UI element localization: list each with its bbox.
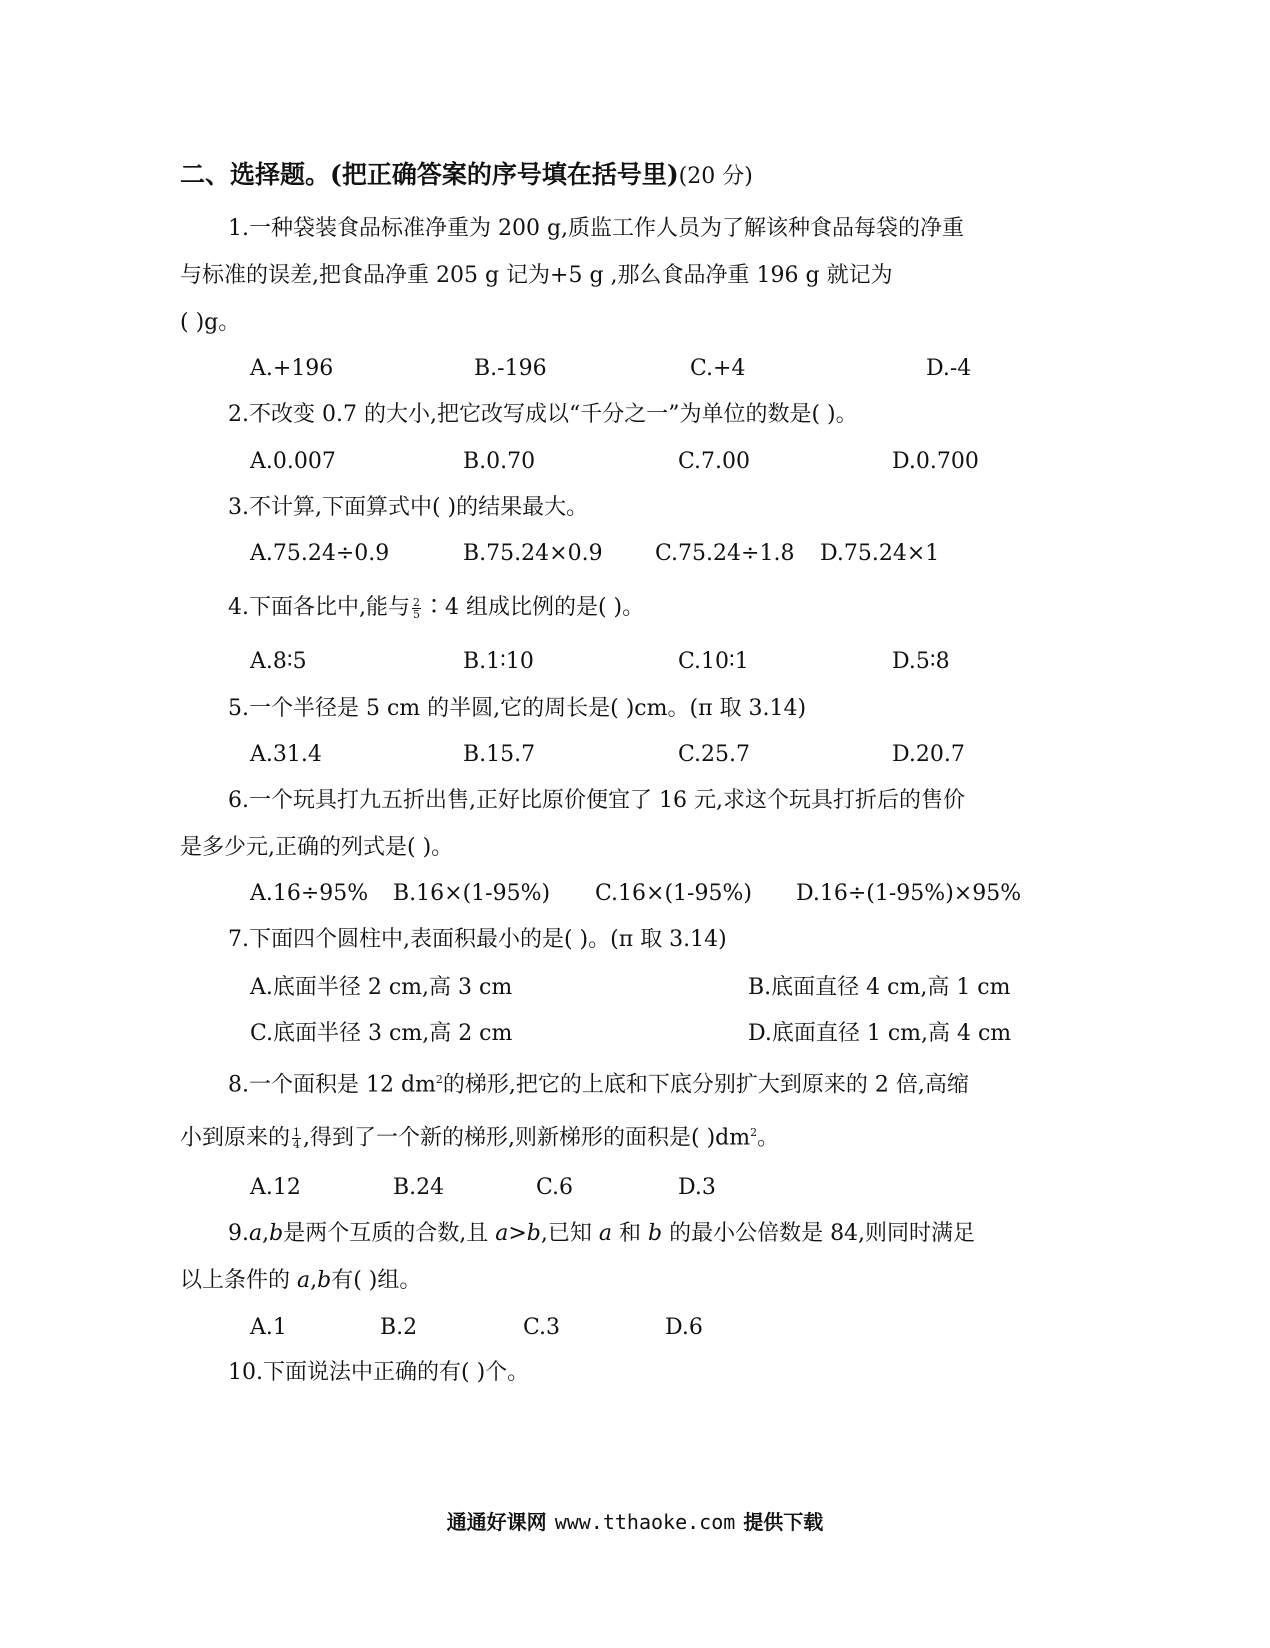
q9-line2-var-b: b (317, 1268, 332, 1293)
q6-option-c[interactable]: C.16×(1-95%) (595, 881, 752, 906)
q1-option-b[interactable]: B.-196 (474, 356, 547, 381)
q6-option-b[interactable]: B.16×(1-95%) (393, 881, 551, 906)
q5-text: 5.一个半径是 5 cm 的半圆,它的周长是( )cm。(π 取 3.14) (228, 696, 807, 721)
footer-url[interactable]: www.tthaoke.com (554, 1510, 736, 1534)
q9-var-b-2: b (647, 1221, 663, 1246)
q7-option-c[interactable]: C.底面半径 3 cm,高 2 cm (250, 1021, 513, 1046)
q4-fraction-denominator: 5 (412, 607, 420, 621)
q9-option-d[interactable]: D.6 (665, 1315, 703, 1340)
q5-option-d[interactable]: D.20.7 (892, 742, 965, 767)
q8-line2-after: 。 (757, 1125, 780, 1151)
q1-line3: ( )g。 (180, 310, 241, 335)
q9-line2-comma: , (310, 1268, 318, 1293)
footer-provided: 提供下载 (743, 1510, 824, 1534)
q4-option-b[interactable]: B.1∶10 (463, 649, 534, 674)
q8-line2-mid: ,得到了一个新的梯形,则新梯形的面积是( )dm (303, 1125, 751, 1151)
section-title (180, 160, 753, 192)
q8-option-a[interactable]: A.12 (250, 1175, 301, 1200)
q4-option-a[interactable]: A.8∶5 (250, 649, 307, 674)
q9-text-1: 是两个互质的合数,且 (283, 1221, 496, 1246)
q4-option-c[interactable]: C.10∶1 (678, 649, 749, 674)
q8-option-b[interactable]: B.24 (393, 1175, 445, 1200)
q8-line1-after: 的梯形,把它的上底和下底分别扩大到原来的 2 倍,高缩 (442, 1072, 969, 1098)
q9-text-3: 和 (611, 1221, 648, 1246)
q6-option-d[interactable]: D.16÷(1-95%)×95% (796, 881, 1022, 906)
q7-option-a[interactable]: A.底面半径 2 cm,高 3 cm (250, 975, 513, 1000)
footer-site-name: 通通好课网 (446, 1510, 547, 1534)
q9-option-c[interactable]: C.3 (523, 1315, 561, 1340)
q10-text: 10.下面说法中正确的有( )个。 (228, 1360, 530, 1385)
q1-option-a[interactable]: A.+196 (250, 356, 334, 381)
q8-fraction-denominator: 4 (293, 1137, 301, 1151)
q8-line1-superscript: 2 (435, 1073, 443, 1086)
q7-option-d[interactable]: D.底面直径 1 cm,高 4 cm (748, 1021, 1012, 1046)
q9-comma: , (262, 1221, 270, 1246)
q7-option-b[interactable]: B.底面直径 4 cm,高 1 cm (748, 975, 1011, 1000)
q9-var-a: a (249, 1221, 263, 1246)
q8-line2-before: 小到原来的 (180, 1125, 291, 1151)
q5-option-c[interactable]: C.25.7 (678, 742, 751, 767)
q9-line2-after: 有( )组。 (331, 1268, 422, 1293)
q9-option-b[interactable]: B.2 (380, 1315, 418, 1340)
q8-option-c[interactable]: C.6 (536, 1175, 574, 1200)
q2-option-c[interactable]: C.7.00 (678, 449, 751, 474)
q3-option-b[interactable]: B.75.24×0.9 (463, 541, 603, 566)
q7-text: 7.下面四个圆柱中,表面积最小的是( )。(π 取 3.14) (228, 927, 727, 952)
q9-line1 (228, 1219, 975, 1249)
q9-text-4: 的最小公倍数是 84,则同时满足 (662, 1221, 976, 1246)
q5-option-b[interactable]: B.15.7 (463, 742, 536, 767)
q9-comparison: a>b (495, 1221, 541, 1246)
q9-option-a[interactable]: A.1 (250, 1315, 287, 1340)
q4-fraction (412, 597, 421, 620)
q2-option-a[interactable]: A.0.007 (250, 449, 336, 474)
q3-option-a[interactable]: A.75.24÷0.9 (250, 541, 390, 566)
q8-line1-before: 8.一个面积是 12 dm (228, 1072, 436, 1098)
q1-line1: 1.一种袋装食品标准净重为 200 g,质监工作人员为了解该种食品每袋的净重 (228, 216, 965, 241)
q8-line1 (228, 1065, 969, 1100)
q8-line2-superscript: 2 (750, 1126, 758, 1139)
q4-text-before: 4.下面各比中,能与 (228, 595, 410, 620)
q6-line1: 6.一个玩具打九五折出售,正好比原价便宜了 16 元,求这个玩具打折后的售价 (228, 788, 965, 813)
q9-line2-var-a: a (297, 1268, 311, 1293)
q3-option-c[interactable]: C.75.24÷1.8 (655, 541, 795, 566)
q9-var-b: b (269, 1221, 284, 1246)
q2-option-b[interactable]: B.0.70 (463, 449, 536, 474)
q3-option-d[interactable]: D.75.24×1 (820, 541, 940, 566)
q4-fraction-numerator: 2 (412, 595, 420, 609)
q9-var-a-2: a (598, 1221, 612, 1246)
page-footer (0, 1508, 1270, 1536)
q6-option-a[interactable]: A.16÷95% (250, 881, 369, 906)
q1-option-c[interactable]: C.+4 (690, 356, 746, 381)
q1-line2: 与标准的误差,把食品净重 205 g 记为+5 g ,那么食品净重 196 g 就记为 (180, 263, 893, 288)
q1-option-d[interactable]: D.-4 (926, 356, 972, 381)
q3-text: 3.不计算,下面算式中( )的结果最大。 (228, 495, 589, 520)
q8-option-d[interactable]: D.3 (678, 1175, 716, 1200)
q2-text: 2.不改变 0.7 的大小,把它改写成以“千分之一”为单位的数是( )。 (228, 402, 858, 427)
q4-option-d[interactable]: D.5∶8 (892, 649, 950, 674)
q4-text-after: ∶4 组成比例的是( )。 (422, 595, 645, 620)
q8-line2 (180, 1118, 779, 1153)
q4-text (228, 593, 644, 623)
q9-line2 (180, 1266, 421, 1296)
q2-option-d[interactable]: D.0.700 (892, 449, 979, 474)
q8-fraction-numerator: 1 (293, 1125, 301, 1139)
q9-number: 9. (228, 1221, 249, 1246)
q9-text-2: ,已知 (540, 1221, 599, 1246)
q8-fraction (292, 1127, 301, 1150)
section-score: (20 分) (678, 164, 753, 189)
q5-option-a[interactable]: A.31.4 (250, 742, 322, 767)
section-title-text: 二、选择题。(把正确答案的序号填在括号里) (180, 160, 679, 189)
q6-line2: 是多少元,正确的列式是( )。 (180, 835, 454, 860)
q9-line2-before: 以上条件的 (180, 1268, 297, 1293)
